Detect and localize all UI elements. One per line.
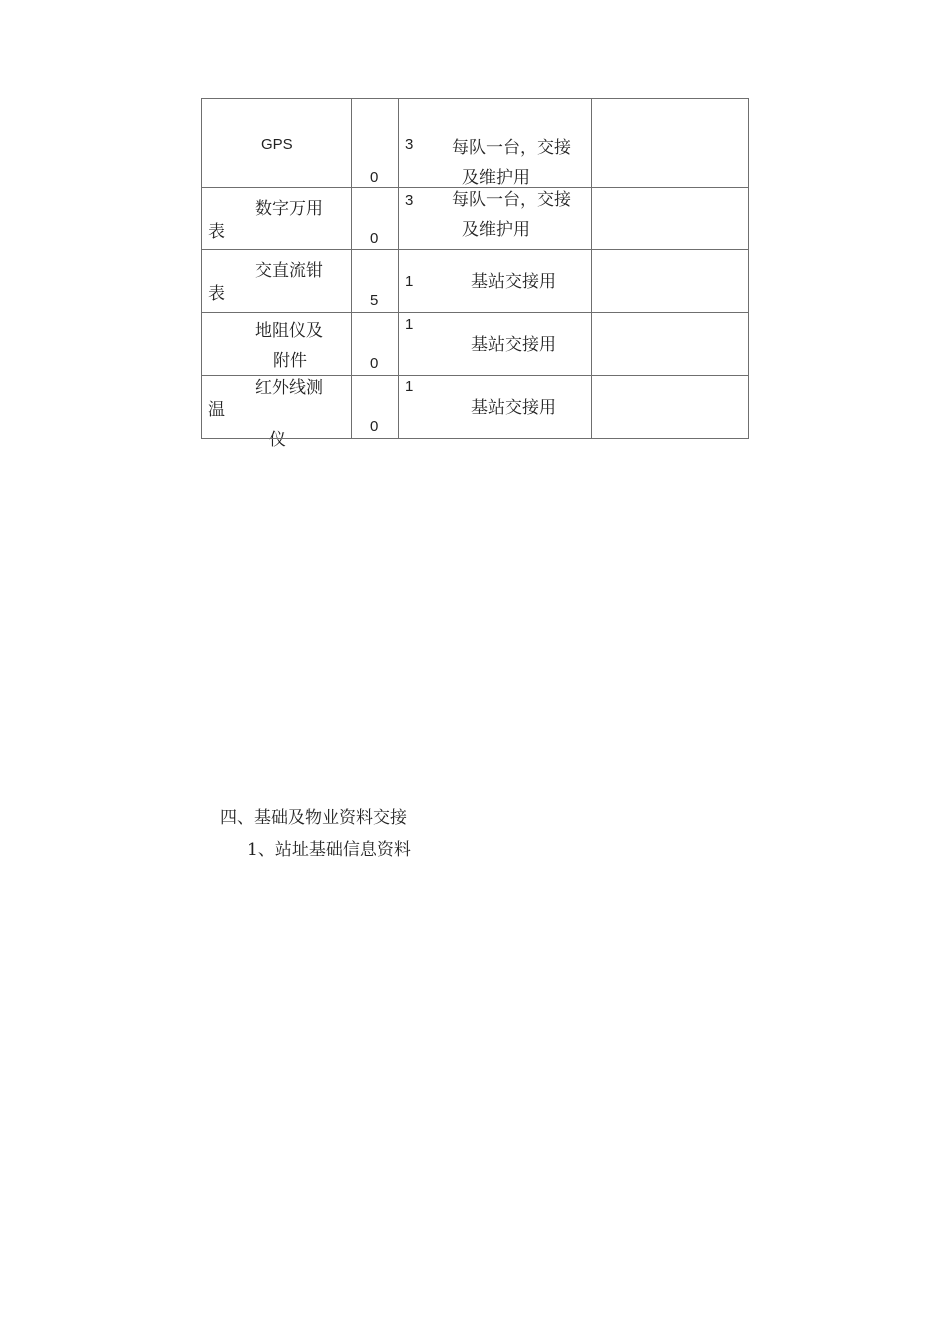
table-row — [201, 187, 749, 250]
equipment-table — [201, 98, 749, 450]
remark-cell — [591, 99, 749, 188]
table-bottom-border — [201, 438, 749, 439]
item-name: 温 — [208, 400, 225, 420]
remark-cell — [591, 188, 749, 250]
note-cell — [398, 99, 591, 188]
note-line: 基站交接用 — [471, 272, 556, 292]
item-name: 地阻仪及 — [255, 321, 323, 341]
remark-cell — [591, 250, 749, 313]
note-cell — [398, 313, 591, 376]
qty-value: 0 — [370, 169, 379, 186]
section-subheading: 1、站址基础信息资料 — [247, 840, 411, 860]
table-row — [201, 312, 749, 376]
count-value: 3 — [405, 136, 414, 153]
item-name: 表 — [208, 222, 225, 242]
table-row — [201, 98, 749, 188]
item-name: 红外线测 — [255, 378, 323, 398]
section-heading: 四、基础及物业资料交接 — [220, 808, 407, 828]
count-value: 3 — [405, 192, 414, 209]
qty-cell — [351, 376, 398, 439]
count-value: 1 — [405, 273, 414, 290]
note-line: 每队一台，交接 — [452, 138, 571, 158]
table-row — [201, 375, 749, 450]
qty-cell — [351, 250, 398, 313]
name-cell — [201, 376, 351, 450]
remark-cell — [591, 376, 749, 439]
note-line: 每队一台，交接 — [452, 190, 571, 210]
item-name: GPS — [261, 136, 293, 153]
qty-cell — [351, 99, 398, 188]
item-name: 附件 — [273, 351, 307, 371]
item-name: 仪 — [269, 430, 286, 450]
qty-value: 5 — [370, 292, 379, 309]
item-name: 表 — [208, 284, 225, 304]
table-row — [201, 249, 749, 313]
note-line: 及维护用 — [462, 220, 530, 240]
remark-cell — [591, 313, 749, 376]
note-cell — [398, 250, 591, 313]
item-name: 交直流钳 — [255, 261, 323, 281]
note-cell — [398, 188, 591, 250]
qty-value: 0 — [370, 230, 379, 247]
note-line: 基站交接用 — [471, 335, 556, 355]
qty-value: 0 — [370, 355, 379, 372]
qty-value: 0 — [370, 418, 379, 435]
name-cell — [201, 188, 351, 250]
qty-cell — [351, 188, 398, 250]
name-cell — [201, 313, 351, 376]
qty-cell — [351, 313, 398, 376]
name-cell — [201, 99, 351, 188]
count-value: 1 — [405, 316, 414, 333]
note-line: 基站交接用 — [471, 398, 556, 418]
note-cell — [398, 376, 591, 439]
count-value: 1 — [405, 378, 414, 395]
item-name: 数字万用 — [255, 199, 323, 219]
note-line: 及维护用 — [462, 168, 530, 188]
name-cell — [201, 250, 351, 313]
